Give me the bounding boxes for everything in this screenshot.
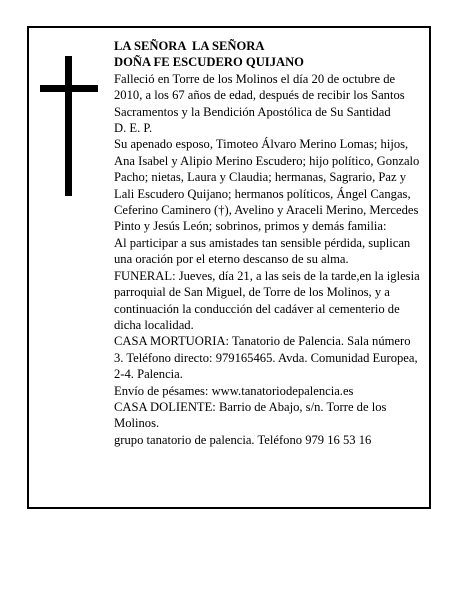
- obituary-text: [114, 38, 422, 448]
- prayer-request: Al participar a sus amistades tan sensible pérdida, suplican una oración por el eterno descanso de su alma.: [114, 235, 411, 267]
- mourning-house: CASA DOLIENTE: Barrio de Abajo, s/n. Torre de los Molinos.: [114, 399, 387, 431]
- condolences-line: Envío de pésames: www.tanatoriodepalencia.es: [114, 383, 354, 398]
- death-announcement: Falleció en Torre de los Molinos el día 20 de octubre de 2010, a los 67 años de edad, después de recibir los Santos Sacramentos y la Bendición Apostólica de Su Santidad: [114, 71, 405, 119]
- rip-line: D. E. P.: [114, 121, 153, 136]
- cross-horizontal-bar: [40, 85, 98, 92]
- deceased-name: DOÑA FE ESCUDERO QUIJANO: [114, 55, 304, 70]
- cross-icon: [40, 56, 98, 196]
- funeral-home-contact: grupo tanatorio de palencia. Teléfono 979 16 53 16: [114, 432, 372, 447]
- heading-line-1: LA SEÑORA LA SEÑORA: [114, 39, 265, 53]
- funeral-details: FUNERAL: Jueves, día 21, a las seis de la tarde,en la iglesia parroquial de San Miguel, de Torre de los Molinos, y a continuación la conducción del cadáver al cementerio de dicha localidad.: [114, 268, 420, 332]
- mortuary-details: CASA MORTUORIA: Tanatorio de Palencia. Sala número 3. Teléfono directo: 979165465. Avda. Comunidad Europea, 2-4. Palencia.: [114, 334, 418, 382]
- cross-vertical-bar: [65, 56, 72, 196]
- family-list: Su apenado esposo, Timoteo Álvaro Merino Lomas; hijos, Ana Isabel y Alipio Merino Escudero; hijo político, Gonzalo Pacho; nietas, Laura y Claudia; hermanas, Sagrario, Paz y Lali Escudero Quijano; hermanos políticos, Ángel Cangas, Ceferino Caminero (†), Avelino y Araceli Merino, Mercedes Pinto y Jesús León; sobrinos, primos y demás familia:: [114, 137, 420, 234]
